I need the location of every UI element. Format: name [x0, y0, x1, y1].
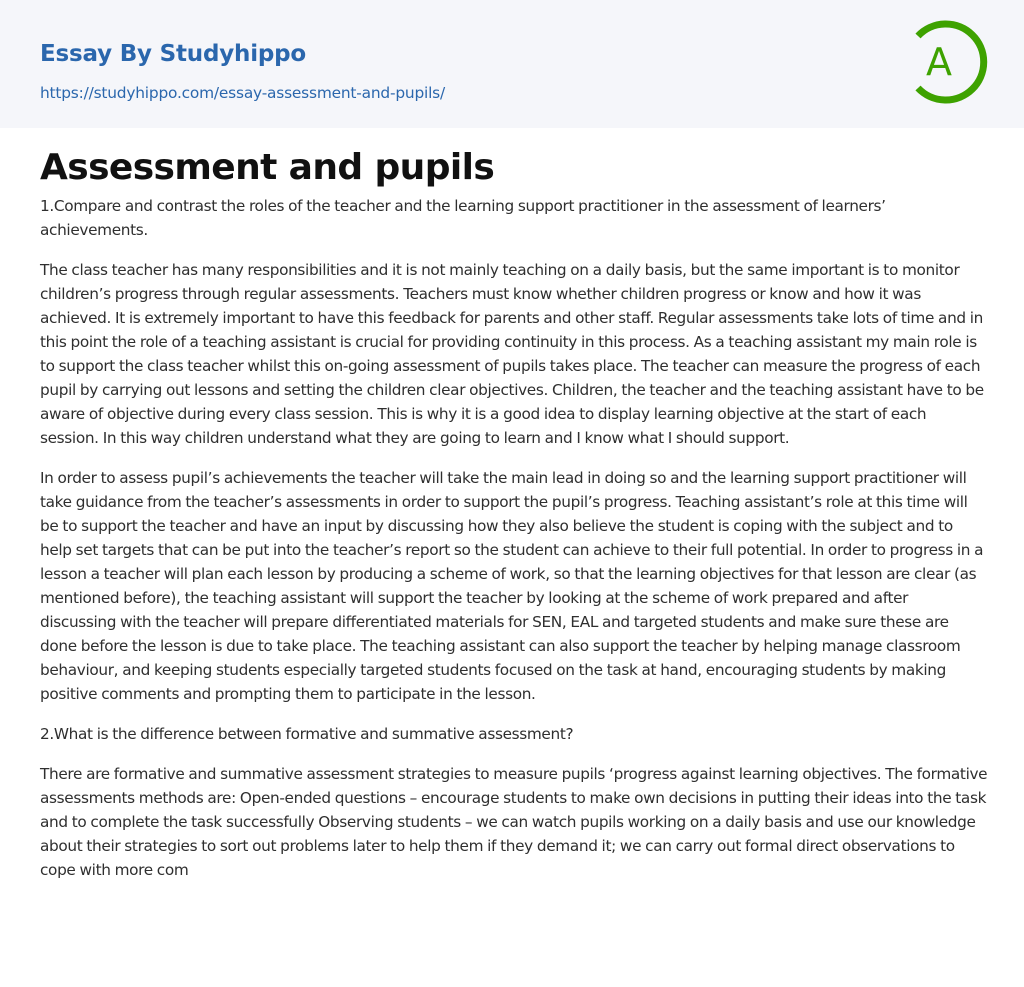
paragraph: In order to assess pupil’s achievements the teacher will take the main lead in doing so and the learning support practitioner will take guidance from the teacher’s assessments in order to support the pupil’s progress. Teaching assistant’s role at this time will be to support the teacher and have an input by discussing how they also believe the student is coping with the subject and to help set targets that can be put into the teacher’s report so the student can achieve to their full potential. In order to progress in a lesson a teacher will plan each lesson by producing a scheme of work, so that the learning objectives for that lesson are clear (as mentioned before), the teaching assistant will support the teacher by looking at the scheme of work prepared and after discussing with the teacher will prepare differentiated materials for SEN, EAL and targeted students and make sure these are done before the lesson is due to take place. The teaching assistant can also support the teacher by helping manage classroom behaviour, and keeping students especially targeted students focused on the task at hand, encouraging students by making positive comments and prompting them to participate in the lesson.	[40, 469, 984, 703]
question-1: 1.Compare and contrast the roles of the teacher and the learning support practitioner in the assessment of learners’ achievements.	[40, 197, 886, 239]
studyhippo-logo-icon[interactable]	[908, 18, 988, 106]
paragraph: There are formative and summative assessment strategies to measure pupils ‘progress against learning objectives. The formative assessments methods are: Open-ended questions – encourage students to make own decisions in putting their ideas into the task and to complete the task successfully Observing students – we can watch pupils working on a daily basis and use our knowledge about their strategies to sort out problems later to help them if they demand it; we can carry out formal direct observations to cope with more com	[40, 765, 988, 879]
question-2: 2.What is the difference between formative and summative assessment?	[40, 725, 574, 743]
brand-title: Essay By Studyhippo	[40, 41, 307, 67]
paragraph: The class teacher has many responsibilities and it is not mainly teaching on a daily basis, but the same important is to monitor children’s progress through regular assessments. Teachers must know whether children progress or know and how it was achieved. It is extremely important to have this feedback for parents and other staff. Regular assessments take lots of time and in this point the role of a teaching assistant is crucial for providing continuity in this process. As a teaching assistant my main role is to support the class teacher whilst this on-going assessment of pupils takes place. The teacher can measure the progress of each pupil by carrying out lessons and setting the children clear objectives. Children, the teacher and the teaching assistant have to be aware of objective during every class session. This is why it is a good idea to display learning objective at the start of each session. In this way children understand what they are going to learn and I know what I should support.	[40, 261, 984, 447]
logo-letter: A	[926, 40, 952, 84]
essay-url-link[interactable]: https://studyhippo.com/essay-assessment-and-pupils/	[40, 84, 445, 102]
essay-body	[40, 194, 988, 898]
page-title: Assessment and pupils	[40, 147, 495, 188]
